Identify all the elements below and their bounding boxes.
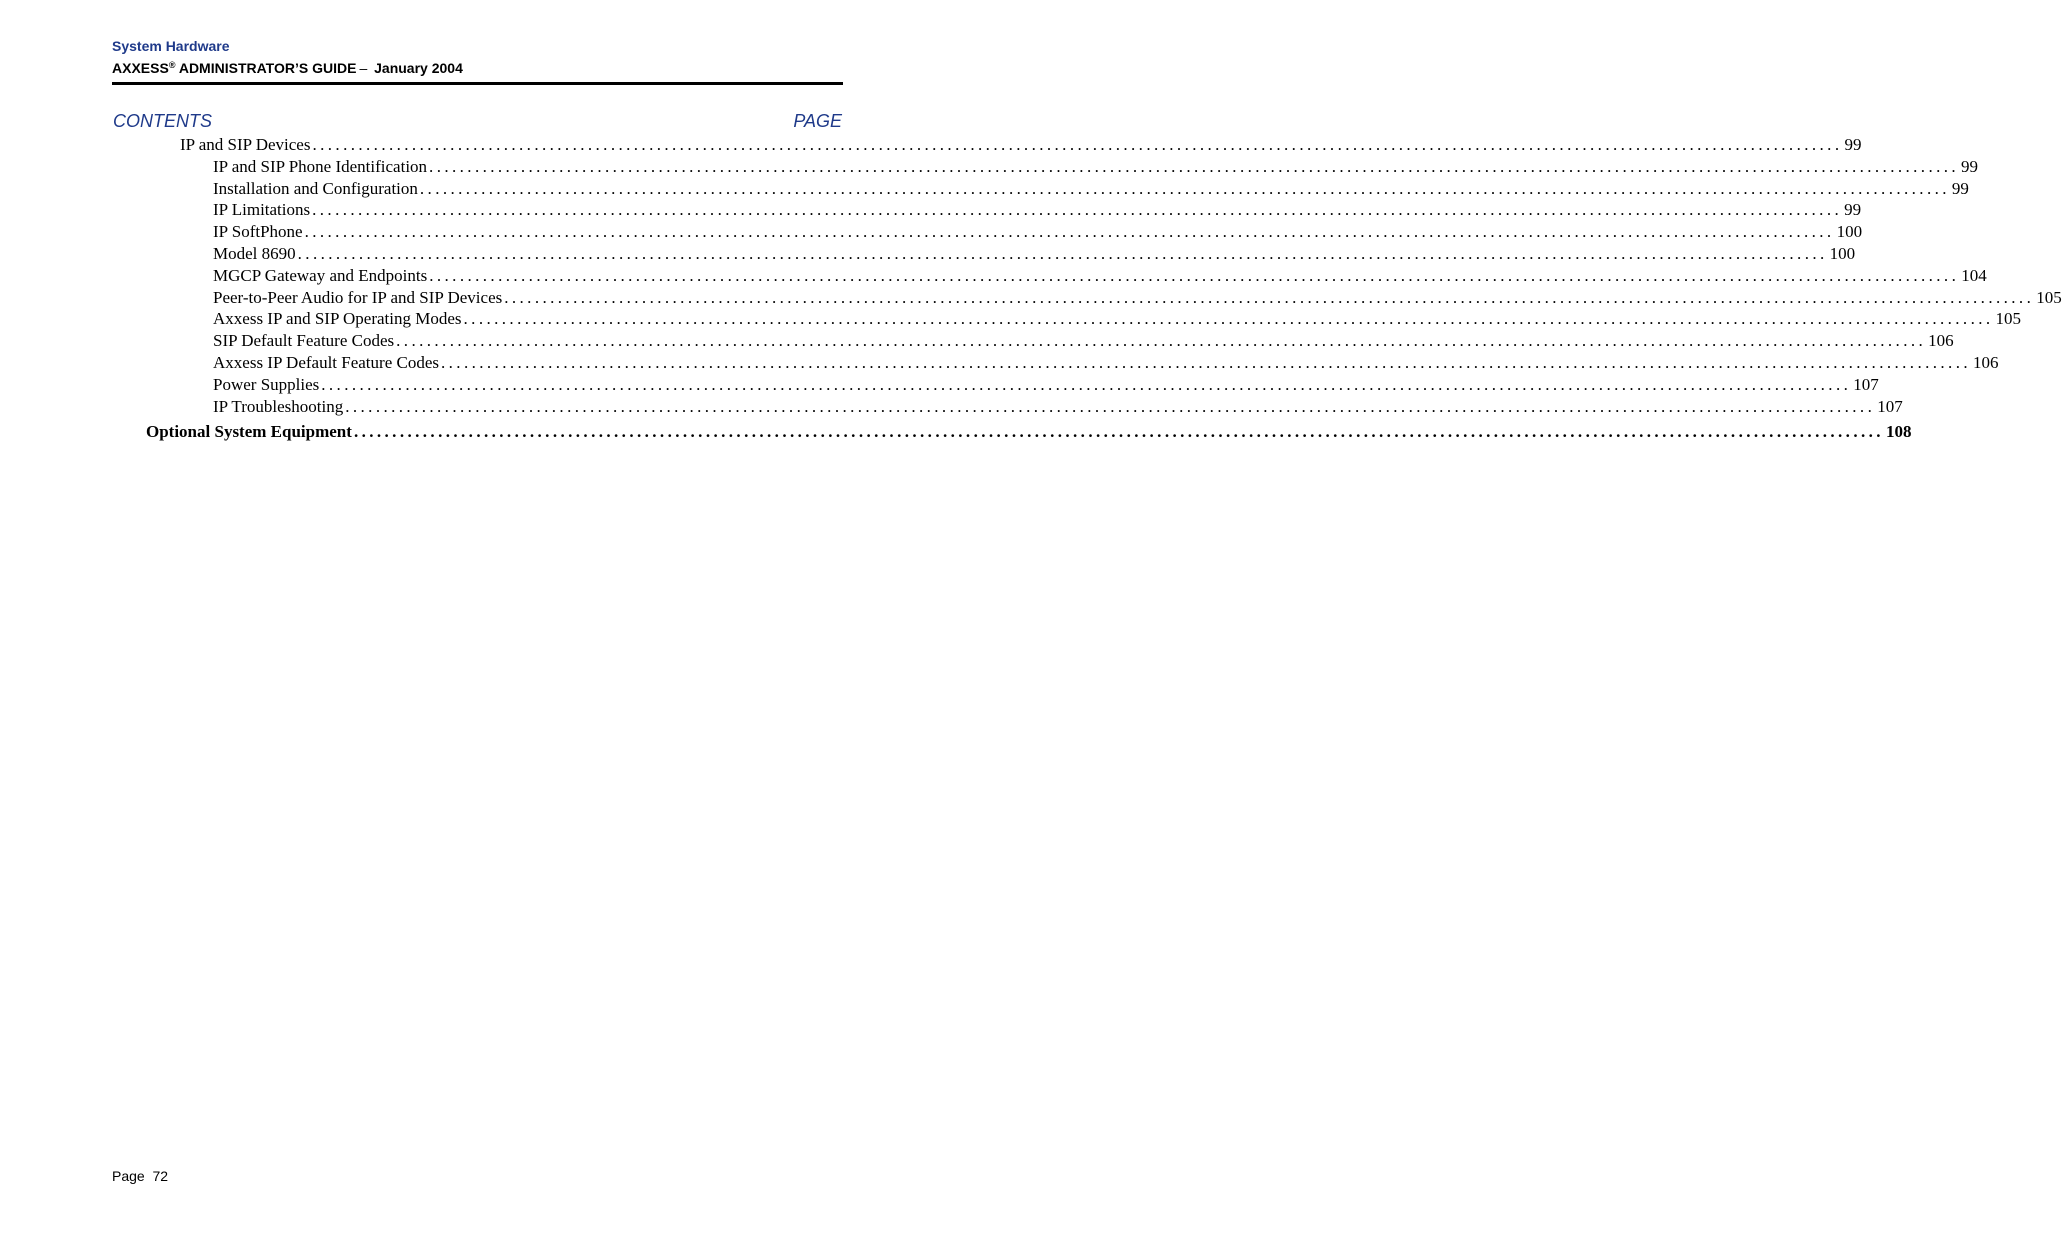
dot-leader: ........................................................................................................................................................................................................: [304, 222, 1835, 242]
toc-entry-page: 104: [1961, 265, 1987, 285]
toc-entry-title: Model 8690: [213, 244, 296, 263]
running-header-guide-title: [112, 60, 463, 76]
running-header-section: System Hardware: [112, 38, 230, 54]
registered-mark: ®: [168, 60, 176, 70]
toc-entry-title: IP Troubleshooting: [213, 396, 344, 416]
dot-leader: ........................................................................................................................................................................................................: [321, 374, 1852, 394]
toc-entry-title: Axxess IP and SIP Operating Modes: [213, 309, 462, 329]
toc-entry[interactable]: [213, 374, 1879, 397]
toc-entry-page: 99: [1951, 178, 1969, 198]
guide-brand: AXXESS: [112, 60, 169, 76]
dot-leader: ........................................................................................................................................................................................................: [353, 422, 1884, 442]
toc-entry[interactable]: [180, 135, 1862, 157]
toc-entry-title: IP and SIP Devices: [180, 135, 311, 154]
toc-entry[interactable]: [213, 200, 1862, 222]
toc-entry[interactable]: [213, 244, 1856, 266]
toc-entry-title: IP SoftPhone: [213, 222, 303, 242]
toc-entry[interactable]: [213, 265, 1987, 288]
toc-entry-page: 100: [1836, 222, 1863, 242]
dot-leader: ........................................................................................................................................................................................................: [312, 200, 1843, 220]
toc-entry-page: 107: [1853, 374, 1879, 394]
toc-entry-title: Optional System Equipment: [146, 422, 352, 442]
dot-leader: ........................................................................................................................................................................................................: [419, 178, 1950, 198]
toc-entry-title: Installation and Configuration: [213, 178, 418, 198]
toc-entry-page: 106: [1928, 331, 1954, 351]
toc-entry[interactable]: [213, 309, 2022, 331]
toc-entry-title: SIP Default Feature Codes: [213, 331, 395, 351]
toc-entry-page: 99: [1961, 156, 1979, 176]
toc-entry[interactable]: [213, 156, 1979, 179]
toc-entry[interactable]: [213, 287, 2062, 310]
toc-entry[interactable]: [213, 331, 1954, 353]
toc-entry-page: 100: [1829, 244, 1856, 263]
dot-leader: ........................................................................................................................................................................................................: [312, 135, 1843, 154]
toc-entry-title: IP Limitations: [213, 200, 311, 220]
page-heading: PAGE: [793, 111, 842, 131]
guide-dash: –: [359, 60, 368, 76]
toc-entry[interactable]: [213, 222, 1863, 244]
dot-leader: ........................................................................................................................................................................................................: [429, 156, 1960, 176]
dot-leader: ........................................................................................................................................................................................................: [504, 287, 2035, 307]
toc-entry[interactable]: [213, 353, 1999, 375]
dot-leader: ........................................................................................................................................................................................................: [463, 309, 1994, 329]
toc-entry[interactable]: [213, 178, 1969, 201]
toc-entry-title: Peer-to-Peer Audio for IP and SIP Devices: [213, 287, 503, 307]
guide-title: ADMINISTRATOR’S GUIDE: [178, 60, 357, 76]
dot-leader: ........................................................................................................................................................................................................: [441, 353, 1971, 372]
toc-entry-page: 108: [1885, 422, 1912, 442]
header-rule: [112, 82, 843, 85]
guide-date: January 2004: [374, 60, 463, 76]
page-number: Page 72: [112, 1168, 169, 1184]
dot-leader: ........................................................................................................................................................................................................: [396, 331, 1927, 351]
dot-leader: ........................................................................................................................................................................................................: [297, 244, 1828, 263]
toc-entry-page: 99: [1844, 200, 1862, 220]
toc-entry-title: Axxess IP Default Feature Codes: [213, 353, 439, 372]
toc-entry-page: 106: [1973, 353, 1999, 372]
dot-leader: ........................................................................................................................................................................................................: [345, 396, 1876, 416]
dot-leader: ........................................................................................................................................................................................................: [429, 265, 1960, 285]
toc-entry[interactable]: [213, 396, 1903, 419]
toc-entry-title: IP and SIP Phone Identification: [213, 156, 428, 176]
toc-entry-page: 107: [1877, 396, 1903, 416]
toc-entry-page: 99: [1844, 135, 1862, 154]
contents-heading: CONTENTS: [113, 111, 212, 131]
toc-entry-page: 105: [2036, 287, 2062, 307]
toc-entry[interactable]: [146, 422, 1912, 444]
toc-entry-title: MGCP Gateway and Endpoints: [213, 265, 428, 285]
toc-entry-page: 105: [1995, 309, 2022, 329]
toc-entry-title: Power Supplies: [213, 374, 320, 394]
